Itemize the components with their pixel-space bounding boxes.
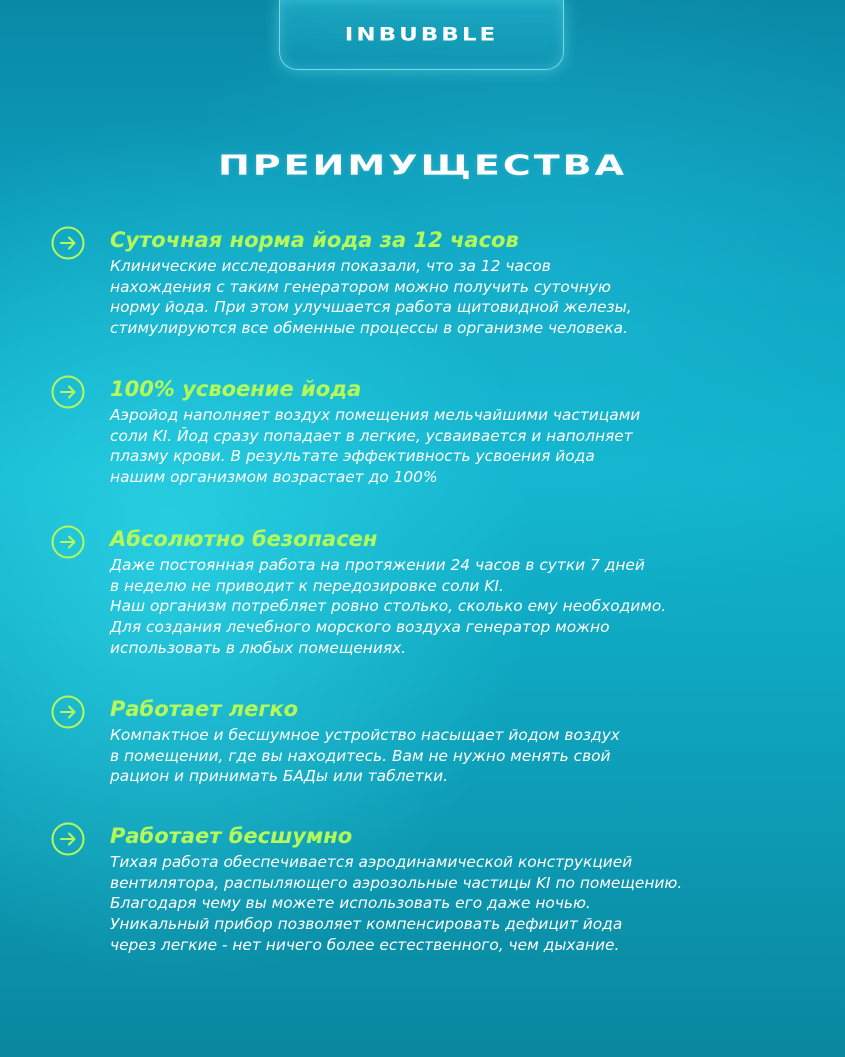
benefit-text: Компактное и бесшумное устройство насыщает йодом воздух в помещении, где вы находитесь. Вам не нужно менять свой рацион и принимать БАДы или таблетки.: [110, 726, 620, 786]
benefit-title: Работает бесшумно: [110, 824, 353, 848]
arrow-right-circle-icon: [51, 822, 85, 856]
benefit-title: Абсолютно безопасен: [110, 527, 378, 551]
benefit-title: Суточная норма йода за 12 часов: [110, 228, 519, 252]
arrow-right-circle-icon: [51, 695, 85, 729]
benefit-title: Работает легко: [110, 697, 298, 721]
arrow-right-circle-icon: [51, 375, 85, 409]
benefit-text: Тихая работа обеспечивается аэродинамической конструкцией вентилятора, распыляющего аэрозольные частицы KI по помещению. Благодаря чему вы можете использовать его даже ночью. Уникальный прибор позволяет компенсировать дефицит йода через легкие - нет ничего более естественного, чем дыхание.: [110, 853, 683, 954]
benefit-title: 100% усвоение йода: [110, 377, 362, 401]
benefit-text: Аэройод наполняет воздух помещения мельчайшими частицами соли KI. Йод сразу попадает в легкие, усваивается и наполняет плазму крови. В результате эффективность усвоения йода нашим организмом возрастает до 100%: [110, 406, 641, 487]
benefit-text: Клинические исследования показали, что за 12 часов нахождения с таким генератором можно получить суточную норму йода. При этом улучшается работа щитовидной железы, стимулируются все обменные процессы в организме человека.: [110, 257, 632, 338]
logo-badge: [279, 0, 564, 70]
page-title: ПРЕИМУЩЕСТВА: [217, 149, 628, 182]
logo-text: INBUBBLE: [344, 23, 499, 46]
arrow-right-circle-icon: [51, 226, 85, 260]
benefit-text: Даже постоянная работа на протяжении 24 часов в сутки 7 дней в неделю не приводит к передозировке соли KI. Наш организм потребляет ровно столько, сколько ему необходимо. Для создания лечебного морского воздуха генератор можно использовать в любых помещениях.: [110, 556, 667, 657]
arrow-right-circle-icon: [51, 525, 85, 559]
